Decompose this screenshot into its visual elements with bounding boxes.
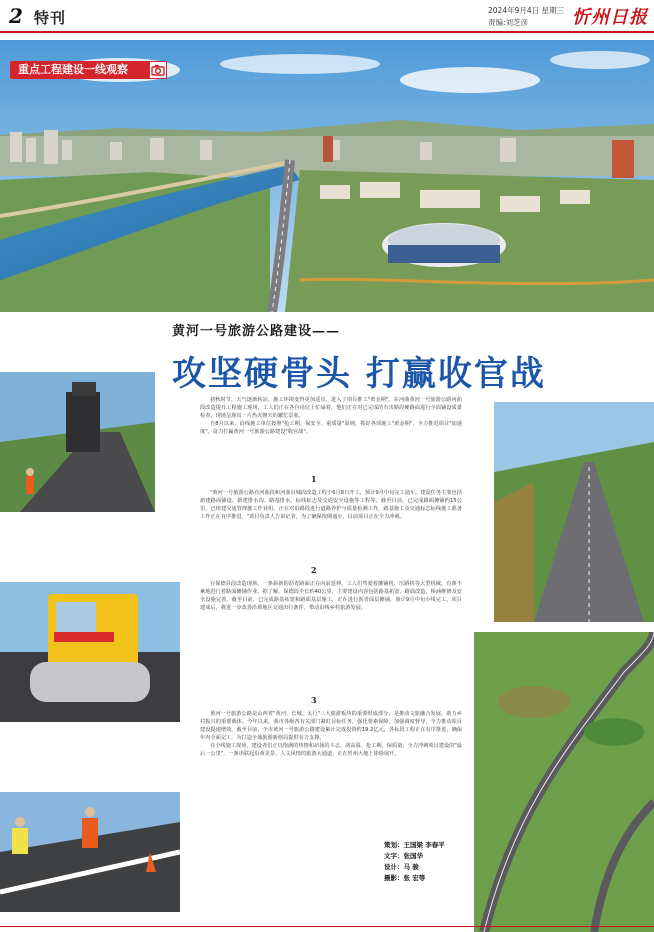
closing-paragraph: 在全线施工现场，建设者们正以饱满的热情和昂扬的斗志，战高温、抢工期、保质量，全力冲刺项目建设的"最后一公里"。一条串联起沿黄美景、人文风情的旅游大通道，正在忻州大地上徐徐展开。 — [200, 743, 462, 757]
credit-design: 设计：马 骏 — [384, 863, 419, 871]
bottom-rule — [0, 926, 654, 927]
masthead — [0, 0, 654, 34]
construction-photos — [0, 332, 180, 912]
section-name: 特刊 — [34, 9, 67, 27]
editor-credit: 责编:刘芝彦 — [488, 18, 529, 27]
credit-photo: 摄影：张 宏等 — [384, 874, 426, 882]
article-intro — [200, 396, 462, 436]
issue-date: 2024年9月4日 星期三 — [488, 6, 565, 15]
credit-planning: 策划：王国梁 李春平 — [384, 841, 445, 849]
article-section-2 — [200, 580, 462, 612]
aerial-city-river-image — [0, 40, 654, 312]
page-number: 2 — [9, 4, 23, 28]
intro-paragraph: 自8月以来，沿线施工单位按照"抢工期、保安全、重质量"原则，抓好各项施工"黄金期"，全力推进项目"加速度"，奋力打赢黄河一号旅游公路建设"收官战"。 — [200, 421, 462, 435]
section-paragraph: 黄河一号旅游公路是山西省"黄河、长城、太行"三大旅游板块的重要组成部分，是推动文旅融合发展、助力乡村振兴的重要载体。今年以来，我市各级各有关部门紧盯目标任务，强化要素保障，加强调度督导，全力推动项目建设提速增效。截至目前，全市黄河一号旅游公路建设累计完成投资约19.2亿元，各标段工程正在有序推进，确保年内全面完工，为打造全域旅游新格局提供有力支撑。 — [200, 711, 462, 741]
credit-text: 文字：张国华 — [384, 852, 423, 860]
section-paragraph: 在保德县段改造现场，一条崭新的沥青路面正在向前延伸。工人们驾驶着摊铺机、压路机等大型机械，有条不紊地进行着路面摊铺作业。据了解，保德段全长约40公里，主要建设内容包括路基拓宽、路面改造、桥涵维修及安全设施完善。截至目前，已完成路基拓宽和路面基层施工，正在进行沥青面层摊铺，预计9月中旬全线完工。项目建成后，将进一步改善沿黄地区交通出行条件，带动沿线乡村旅游发展。 — [200, 581, 462, 611]
section-number: 2 — [311, 565, 317, 575]
section-paragraph: "黄河一号旅游公路有河曲段和河曲县城段改造工程于6月8日开工，预计9月中旬完工通车。建设任务主要包括新建路面铺设、新建排水沟、路基排水、标线标志及交通安全设施等工程等。截至目前，已完成路面摊铺约15公里，已组建交通管理施工作业组，正在对沿路段进行道路养护与质量检测工作，路基施工及交通标志标线施工准备工作正在有序推进。"项目负责人告诉记者，为了确保按期通车，目前项目正在全力冲刺。 — [200, 490, 462, 520]
headline: 攻坚硬骨头 打赢收官战 — [172, 354, 546, 394]
headline-kicker: 黄河一号旅游公路建设—— — [172, 324, 341, 339]
top-rule — [0, 31, 654, 33]
newspaper-logo: 忻州日报 — [572, 7, 648, 28]
highway-photos — [474, 372, 654, 932]
hero-photo — [0, 40, 654, 312]
article-section-3 — [200, 710, 462, 758]
section-number: 3 — [311, 695, 317, 705]
article-section-1 — [200, 489, 462, 521]
intro-paragraph: 初秋时节，天气逐渐转凉，施工环境变得更加适宜，进入了项目推工"黄金期"。在河曲黄河一号旅游公路河曲段改造提升工程施工现场，工人们正在各自岗位上忙碌着，他们正在对已完成的有害路段硬路面进行全面铺设质量检查，现场呈现出一片热火朝天的繁忙景象。 — [200, 397, 462, 419]
credits-block — [384, 840, 445, 884]
column-tag: 重点工程建设一线观察 — [10, 61, 154, 79]
section-number: 1 — [311, 474, 317, 484]
camera-icon — [149, 61, 167, 79]
